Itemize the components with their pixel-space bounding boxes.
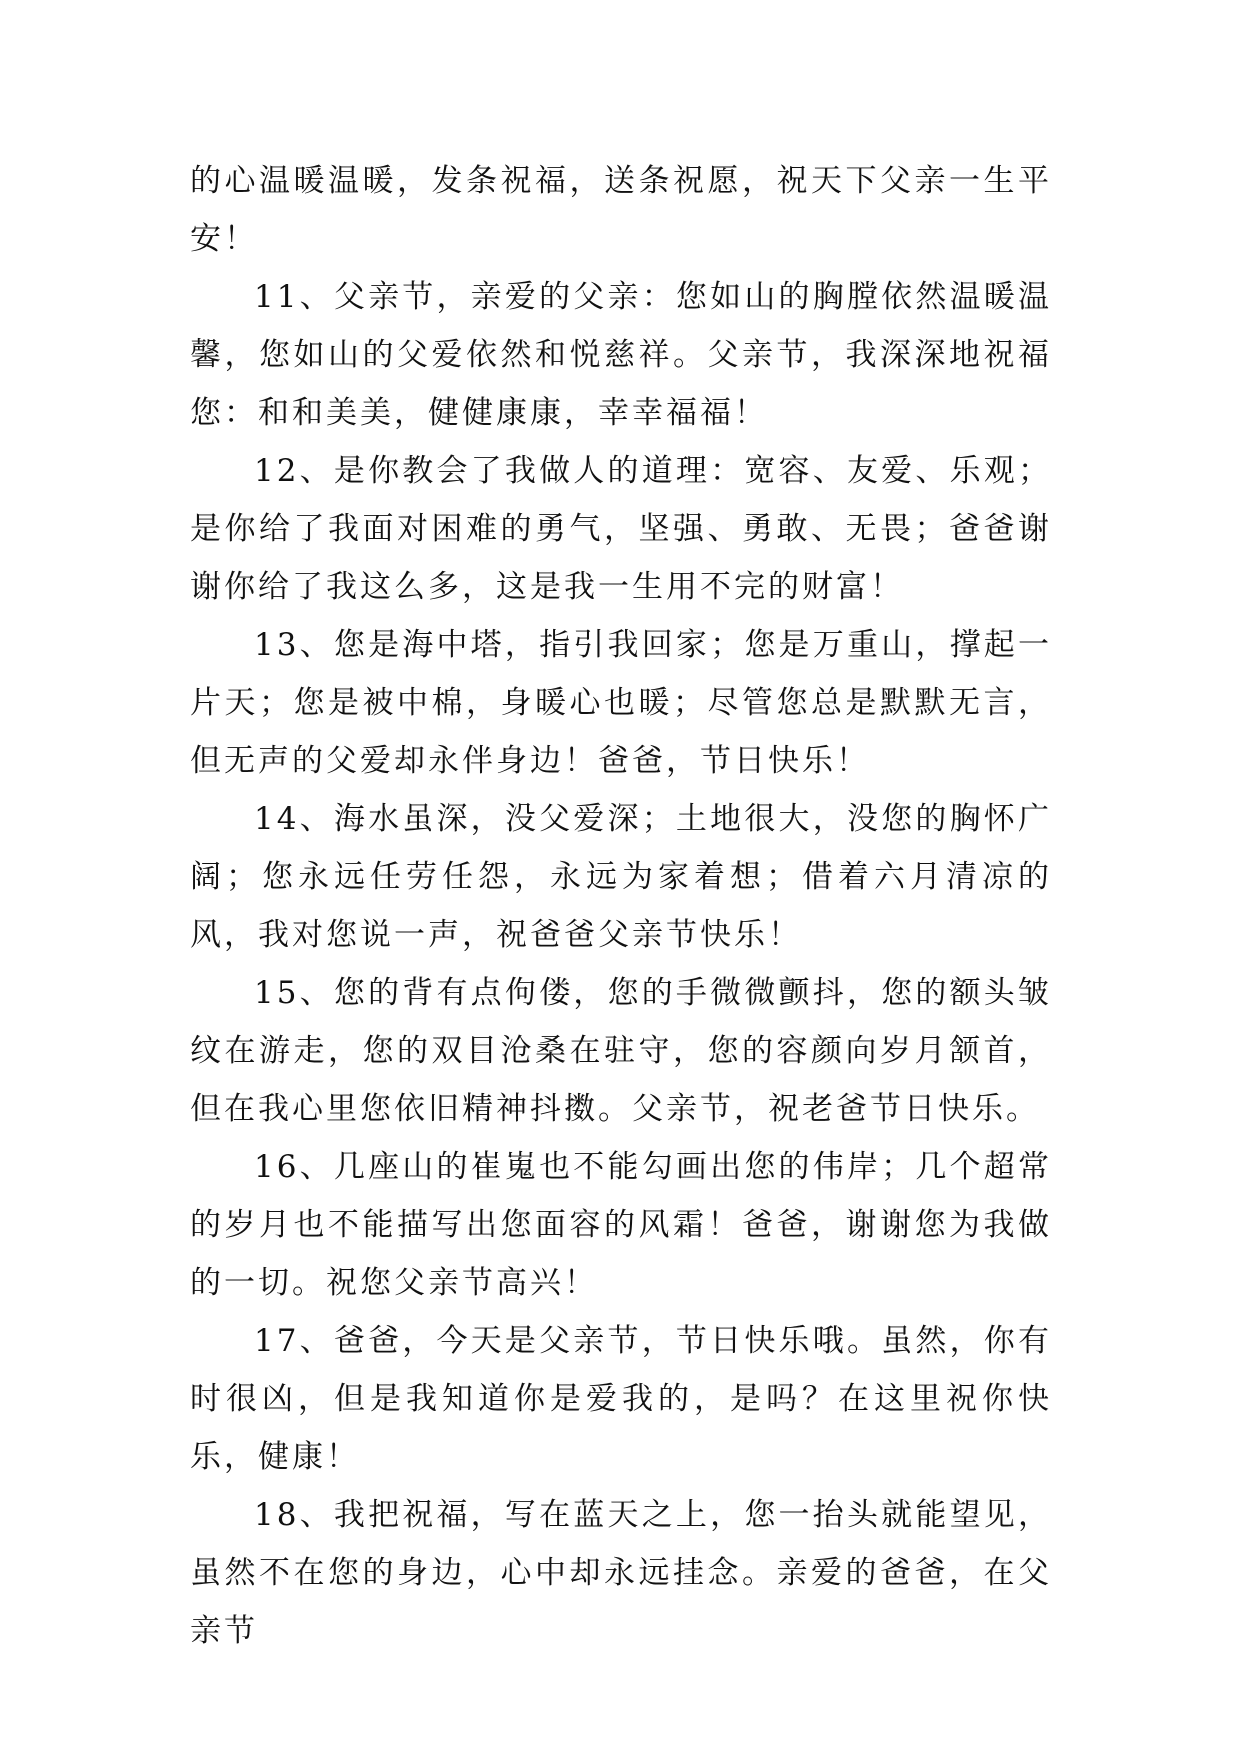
paragraph-15: 15、您的背有点佝偻，您的手微微颤抖，您的额头皱纹在游走，您的双目沧桑在驻守，您的容颜向岁月颔首，但在我心里您依旧精神抖擞。父亲节，祝老爸节日快乐。 [190,975,1052,1127]
paragraph-18: 18、我把祝福，写在蓝天之上，您一抬头就能望见，虽然不在您的身边，心中却永远挂念。亲爱的爸爸，在父亲节 [190,1497,1052,1649]
paragraph-13: 13、您是海中塔，指引我回家；您是万重山，撑起一片天；您是被中棉，身暖心也暖；尽管您总是默默无言，但无声的父爱却永伴身边！爸爸，节日快乐！ [190,627,1052,779]
paragraph-16: 16、几座山的崔嵬也不能勾画出您的伟岸；几个超常的岁月也不能描写出您面容的风霜！爸爸，谢谢您为我做的一切。祝您父亲节高兴！ [190,1149,1052,1301]
paragraph-11: 11、父亲节，亲爱的父亲：您如山的胸膛依然温暖温馨，您如山的父爱依然和悦慈祥。父亲节，我深深地祝福您：和和美美，健健康康，幸幸福福！ [190,279,1052,431]
paragraph-12: 12、是你教会了我做人的道理：宽容、友爱、乐观；是你给了我面对困难的勇气，坚强、勇敢、无畏；爸爸谢谢你给了我这么多，这是我一生用不完的财富！ [190,453,1052,605]
document-body [190,152,1052,1660]
paragraph-14: 14、海水虽深，没父爱深；土地很大，没您的胸怀广阔；您永远任劳任怨，永远为家着想；借着六月清凉的风，我对您说一声，祝爸爸父亲节快乐！ [190,801,1052,953]
paragraph-continuation: 的心温暖温暖，发条祝福，送条祝愿，祝天下父亲一生平安！ [190,163,1052,257]
paragraph-17: 17、爸爸，今天是父亲节，节日快乐哦。虽然，你有时很凶，但是我知道你是爱我的，是吗？在这里祝你快乐，健康！ [190,1323,1052,1475]
